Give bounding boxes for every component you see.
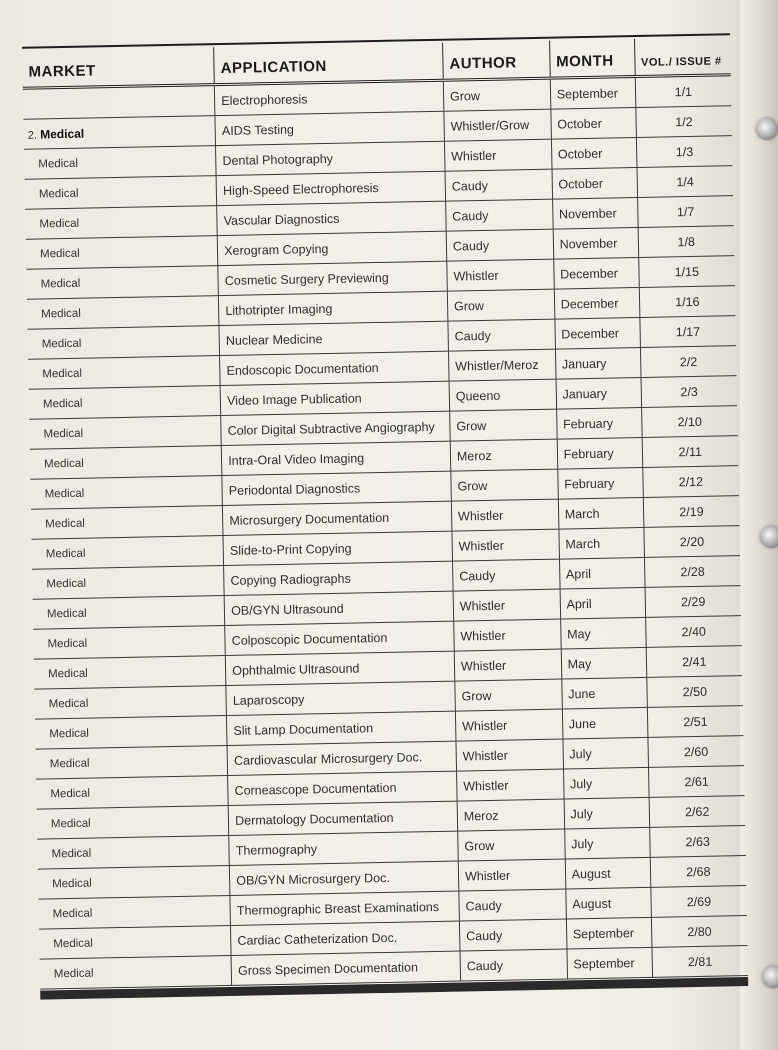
market-cell: Medical (34, 656, 226, 690)
month-cell: September (567, 947, 653, 979)
month-cell: June (561, 677, 647, 709)
market-cell: Medical (36, 745, 228, 779)
author-cell: Grow (443, 78, 550, 111)
vol-issue-cell: 2/41 (646, 646, 742, 678)
market-cell: Medical (36, 775, 228, 809)
month-cell: September (566, 917, 652, 949)
application-cell: Dermatology Documentation (228, 801, 457, 835)
vol-issue-cell: 1/17 (640, 316, 736, 348)
vol-issue-cell: 1/8 (638, 226, 734, 258)
author-cell: Caudy (452, 559, 559, 591)
application-cell: Microsurgery Documentation (223, 501, 452, 535)
header-vol-issue: VOL./ ISSUE # (634, 37, 731, 76)
market-cell (23, 116, 215, 150)
market-cell: Medical (26, 266, 218, 300)
market-cell: Medical (32, 566, 224, 600)
table-body (23, 75, 748, 989)
author-cell: Grow (447, 289, 554, 321)
market-cell: Medical (27, 296, 219, 330)
author-cell: Caudy (446, 229, 553, 261)
application-cell: Copying Radiographs (224, 561, 453, 595)
vol-issue-cell: 2/60 (648, 736, 744, 768)
document-sheet (22, 33, 748, 999)
month-cell: April (559, 557, 645, 589)
author-cell: Caudy (446, 199, 553, 231)
application-cell: Gross Specimen Documentation (231, 951, 460, 985)
month-cell: September (550, 77, 636, 110)
application-cell: Corneascope Documentation (228, 771, 457, 805)
month-cell: October (552, 168, 638, 200)
application-index-table (22, 37, 748, 989)
author-cell: Queeno (449, 379, 556, 411)
author-cell: Whistler (454, 619, 561, 651)
header-application: APPLICATION (214, 43, 443, 85)
month-cell: March (559, 527, 645, 559)
month-cell: January (555, 347, 641, 379)
vol-issue-cell: 2/20 (644, 526, 740, 558)
market-cell: Medical (25, 176, 217, 210)
market-cell: Medical (37, 835, 229, 869)
application-cell: AIDS Testing (215, 111, 444, 145)
vol-issue-cell: 2/51 (647, 706, 743, 738)
vol-issue-cell: 2/40 (645, 616, 741, 648)
month-cell: October (551, 138, 637, 170)
market-cell: Medical (38, 895, 230, 929)
month-cell: December (555, 317, 641, 349)
application-cell: Thermography (229, 831, 458, 865)
month-cell: July (564, 797, 650, 829)
header-market: MARKET (22, 47, 214, 88)
market-cell: Medical (25, 206, 217, 240)
vol-issue-cell: 1/3 (636, 136, 732, 168)
author-cell: Whistler (456, 769, 563, 801)
author-cell: Meroz (457, 799, 564, 831)
vol-issue-cell: 2/63 (649, 826, 745, 858)
vol-issue-cell: 1/16 (639, 286, 735, 318)
application-cell: Periodontal Diagnostics (222, 471, 451, 505)
binder-ring-icon (762, 966, 778, 988)
author-cell: Whistler (453, 589, 560, 621)
author-cell: Meroz (450, 439, 557, 471)
author-cell: Caudy (460, 949, 567, 981)
vol-issue-cell: 2/2 (640, 346, 736, 378)
month-cell: February (557, 437, 643, 469)
vol-issue-cell: 2/81 (652, 946, 748, 978)
application-cell: Intra-Oral Video Imaging (221, 441, 450, 475)
month-cell: February (556, 407, 642, 439)
author-cell: Whistler (444, 139, 551, 171)
month-cell: January (556, 377, 642, 409)
application-cell: OB/GYN Ultrasound (224, 591, 453, 625)
month-cell: November (552, 198, 638, 230)
month-cell: July (563, 767, 649, 799)
author-cell: Whistler (456, 739, 563, 771)
market-cell: Medical (24, 146, 216, 180)
application-cell: Cardiac Catheterization Doc. (231, 921, 460, 955)
market-cell: Medical (33, 626, 225, 660)
application-cell: Vascular Diagnostics (217, 201, 446, 235)
vol-issue-cell: 2/3 (641, 376, 737, 408)
market-cell: Medical (32, 536, 224, 570)
vol-issue-cell: 1/2 (635, 106, 731, 138)
application-cell: Cardiovascular Microsurgery Doc. (227, 741, 456, 775)
vol-issue-cell: 2/12 (642, 466, 738, 498)
author-cell: Grow (455, 679, 562, 711)
market-cell: Medical (33, 596, 225, 630)
application-cell: Slit Lamp Documentation (227, 711, 456, 745)
author-cell: Whistler (452, 529, 559, 561)
author-cell: Caudy (459, 919, 566, 951)
application-cell: Dental Photography (216, 141, 445, 175)
application-cell: High-Speed Electrophoresis (216, 171, 445, 205)
author-cell: Grow (451, 469, 558, 501)
month-cell: April (560, 587, 646, 619)
vol-issue-cell: 2/68 (650, 856, 746, 888)
author-cell: Grow (450, 409, 557, 441)
application-cell: Color Digital Subtractive Angiography (221, 411, 450, 445)
market-cell: Medical (34, 685, 226, 719)
author-cell: Whistler (451, 499, 558, 531)
application-cell: Slide-to-Print Copying (223, 531, 452, 565)
vol-issue-cell: 1/15 (638, 256, 734, 288)
month-cell: July (564, 827, 650, 859)
market-cell: Medical (30, 476, 222, 510)
application-cell: Xerogram Copying (217, 231, 446, 265)
application-cell: Endoscopic Documentation (220, 351, 449, 385)
application-cell: Thermographic Breast Examinations (230, 891, 459, 925)
header-author: AUTHOR (443, 41, 550, 81)
binder-ring-icon (756, 118, 778, 140)
binder-ring-icon (760, 526, 778, 548)
month-cell: November (553, 228, 639, 260)
month-cell: December (553, 258, 639, 290)
market-cell: Medical (27, 326, 219, 360)
vol-issue-cell: 2/10 (641, 406, 737, 438)
vol-issue-cell: 2/28 (644, 556, 740, 588)
month-cell: December (554, 287, 640, 319)
author-cell: Caudy (445, 169, 552, 201)
month-cell: August (566, 887, 652, 919)
vol-issue-cell: 2/11 (642, 436, 738, 468)
month-cell: February (557, 467, 643, 499)
application-cell: Nuclear Medicine (219, 321, 448, 355)
section-name: Medical (39, 126, 85, 141)
month-cell: August (565, 857, 651, 889)
author-cell: Whistler/Grow (444, 109, 551, 141)
market-cell: Medical (30, 446, 222, 480)
vol-issue-cell: 1/7 (637, 196, 733, 228)
author-cell: Caudy (459, 889, 566, 921)
application-cell: Video Image Publication (220, 381, 449, 415)
market-cell: Medical (35, 715, 227, 749)
application-cell: Electrophoresis (215, 80, 444, 115)
market-cell: Medical (31, 506, 223, 540)
application-cell: OB/GYN Microsurgery Doc. (230, 861, 459, 895)
author-cell: Grow (458, 829, 565, 861)
vol-issue-cell: 1/4 (637, 166, 733, 198)
author-cell: Whistler (455, 709, 562, 741)
author-cell: Whistler (447, 259, 554, 291)
vol-issue-cell: 2/19 (643, 496, 739, 528)
month-cell: June (562, 707, 648, 739)
market-cell: Medical (38, 865, 230, 899)
market-cell (23, 85, 215, 120)
vol-issue-cell: 2/80 (651, 916, 747, 948)
month-cell: March (558, 497, 644, 529)
market-cell: Medical (29, 386, 221, 420)
application-cell: Ophthalmic Ultrasound (225, 651, 454, 685)
application-cell: Cosmetic Surgery Previewing (218, 261, 447, 295)
market-cell: Medical (37, 805, 229, 839)
vol-issue-cell: 2/50 (646, 676, 742, 708)
header-month: MONTH (549, 39, 635, 78)
application-cell: Lithotripter Imaging (219, 291, 448, 325)
market-cell: Medical (39, 925, 231, 959)
author-cell: Caudy (448, 319, 555, 351)
vol-issue-cell: 2/61 (648, 766, 744, 798)
vol-issue-cell: 2/29 (645, 586, 741, 618)
vol-issue-cell: 2/69 (650, 886, 746, 918)
application-cell: Laparoscopy (226, 681, 455, 715)
vol-issue-cell: 2/62 (649, 796, 745, 828)
market-cell: Medical (28, 356, 220, 390)
author-cell: Whistler (458, 859, 565, 891)
author-cell: Whistler/Meroz (448, 349, 555, 381)
author-cell: Whistler (454, 649, 561, 681)
market-cell: Medical (40, 955, 232, 989)
market-cell: Medical (29, 416, 221, 450)
market-cell: Medical (26, 236, 218, 270)
application-cell: Colposcopic Documentation (225, 621, 454, 655)
month-cell: July (563, 737, 649, 769)
vol-issue-cell: 1/1 (635, 75, 731, 108)
month-cell: October (551, 108, 637, 140)
section-number: 2. (27, 129, 38, 142)
month-cell: May (560, 617, 646, 649)
month-cell: May (561, 647, 647, 679)
